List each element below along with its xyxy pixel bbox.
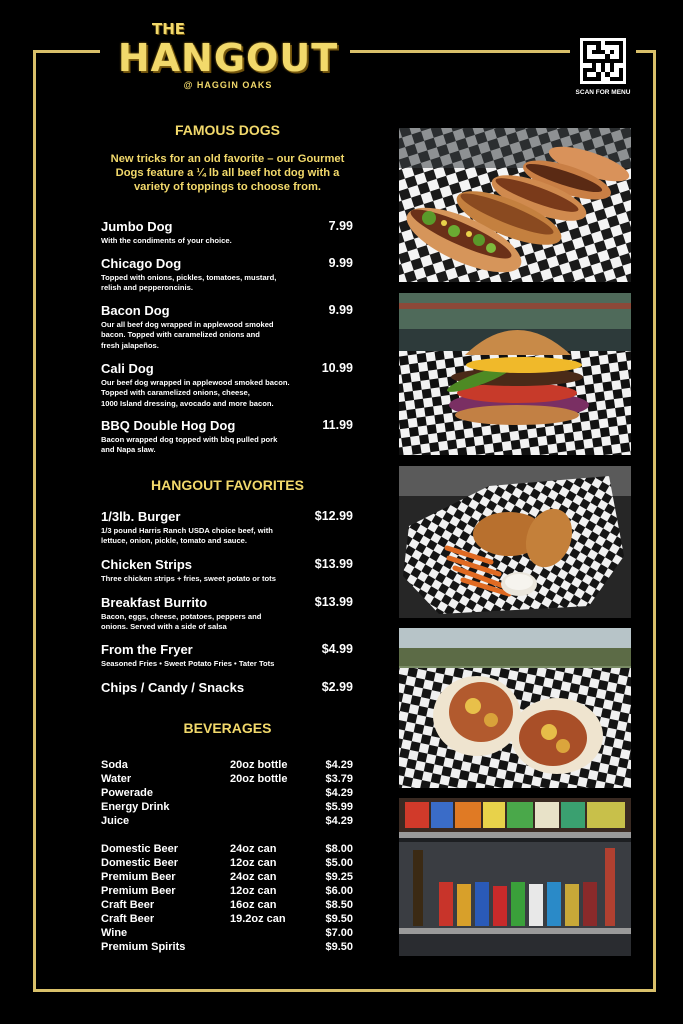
beverage-name: Powerade xyxy=(101,787,153,799)
beverage-name: Craft Beer xyxy=(101,899,155,911)
menu-item-price: 11.99 xyxy=(322,418,353,432)
menu-item xyxy=(101,361,353,409)
beverage-row xyxy=(101,940,353,954)
beverage-name: Wine xyxy=(101,927,128,939)
description-line: Seasoned Fries • Sweet Potato Fries • Tater Tots xyxy=(101,659,275,668)
menu-item-description xyxy=(101,526,353,547)
beverage-price: $9.25 xyxy=(325,871,353,883)
beverage-name: Soda xyxy=(101,759,128,771)
beverage-price: $4.29 xyxy=(325,815,353,827)
beverage-price: $9.50 xyxy=(325,913,353,925)
beverage-size: 20oz bottle xyxy=(230,773,288,785)
menu-item xyxy=(101,595,353,633)
beverage-row xyxy=(101,884,353,898)
menu-item-description xyxy=(101,435,353,456)
beverage-size: 12oz can xyxy=(230,857,277,869)
beverage-price: $4.29 xyxy=(325,787,353,799)
description-line: Our beef dog wrapped in applewood smoked bacon. xyxy=(101,378,290,387)
menu-item xyxy=(101,303,353,351)
beverage-name: Water xyxy=(101,773,132,785)
menu-item-name: From the Fryer xyxy=(101,642,193,657)
menu-item-price: 9.99 xyxy=(328,256,353,270)
menu-item-price: $2.99 xyxy=(321,680,353,694)
beverage-row xyxy=(101,926,353,940)
menu-item-description xyxy=(101,574,353,584)
description-line: relish and pepperoncinis. xyxy=(101,283,193,293)
description-line: Bacon wrapped dog topped with bbq pulled pork xyxy=(101,435,278,444)
beverage-row xyxy=(101,870,353,884)
beverage-price: $3.79 xyxy=(325,773,353,785)
beverage-name: Premium Beer xyxy=(101,885,176,897)
menu-item xyxy=(101,509,353,547)
beverage-price: $5.99 xyxy=(325,801,353,813)
menu-item-name: Breakfast Burrito xyxy=(101,595,208,610)
description-line: Bacon, eggs, cheese, potatoes, peppers and xyxy=(101,612,262,621)
menu-item xyxy=(101,219,353,246)
beverage-size: 24oz can xyxy=(230,843,277,855)
menu-item xyxy=(101,418,353,456)
menu-item-name: Chicago Dog xyxy=(101,256,182,271)
favorites-heading: HANGOUT FAVORITES xyxy=(151,477,304,493)
burger-photo xyxy=(399,293,631,455)
beverage-row xyxy=(101,856,353,870)
logo-title: HANGOUT xyxy=(117,36,339,80)
description-line: With the condiments of your choice. xyxy=(101,236,232,245)
beverage-row xyxy=(101,772,353,786)
description-line: onions. Served with a side of salsa xyxy=(101,622,227,632)
beverage-name: Energy Drink xyxy=(101,801,170,813)
menu-item-name: Jumbo Dog xyxy=(101,219,173,234)
menu-item-name: 1/3lb. Burger xyxy=(101,509,181,524)
menu-item xyxy=(101,557,353,584)
beverage-row xyxy=(101,800,353,814)
description-line: Topped with caramelized onions, cheese, xyxy=(101,388,250,398)
beverage-size: 16oz can xyxy=(230,899,277,911)
description-line: bacon. Topped with caramelized onions and xyxy=(101,330,260,340)
menu-item-name: Chicken Strips xyxy=(101,557,193,572)
menu-item-price: $13.99 xyxy=(314,595,353,609)
beverage-name: Domestic Beer xyxy=(101,857,179,869)
menu-item-price: $12.99 xyxy=(314,509,353,523)
beverage-price: $6.00 xyxy=(325,885,353,897)
beverage-price: $4.29 xyxy=(325,759,353,771)
beverage-row xyxy=(101,814,353,828)
menu-item-price: 10.99 xyxy=(321,361,353,375)
menu-item xyxy=(101,256,353,294)
menu-item-price: $13.99 xyxy=(314,557,353,571)
logo-subtitle: @ HAGGIN OAKS xyxy=(183,80,273,90)
beverage-size: 24oz can xyxy=(230,871,277,883)
menu-item-name: BBQ Double Hog Dog xyxy=(101,418,236,433)
hot-dogs-photo xyxy=(399,128,631,282)
famous-dogs-intro: New tricks for an old favorite – our Gourmet Dogs feature a ¼ lb all beef hot dog with a variety of toppings to choose from. xyxy=(110,153,345,193)
beverage-price: $8.00 xyxy=(325,843,353,855)
beverage-price: $5.00 xyxy=(325,857,353,869)
menu-item-price: 7.99 xyxy=(328,219,353,233)
menu-item-description xyxy=(101,612,353,633)
beverages-cooler-photo xyxy=(399,798,631,956)
description-line: and Napa slaw. xyxy=(101,445,156,455)
menu-item-name: Bacon Dog xyxy=(101,303,170,318)
beverage-price: $7.00 xyxy=(325,927,353,939)
description-line: 1/3 pound Harris Ranch USDA choice beef, with xyxy=(101,526,273,535)
beverage-name: Premium Spirits xyxy=(101,941,186,953)
description-line: lettuce, onion, pickle, tomato and sauce. xyxy=(101,536,247,546)
menu-item-name: Chips / Candy / Snacks xyxy=(101,680,245,695)
beverage-name: Craft Beer xyxy=(101,913,155,925)
beverage-size: 19.2oz can xyxy=(230,913,286,925)
menu-item-description xyxy=(101,659,353,669)
menu-item-price: $4.99 xyxy=(321,642,353,656)
chicken-strips-photo xyxy=(399,466,631,618)
qr-module xyxy=(619,77,623,81)
menu-item-name: Cali Dog xyxy=(101,361,154,376)
menu-item-description xyxy=(101,273,353,294)
description-line: Three chicken strips + fries, sweet potato or tots xyxy=(101,574,276,583)
beverage-name: Premium Beer xyxy=(101,871,176,883)
description-line: 1000 Island dressing, avocado and more bacon. xyxy=(101,398,274,408)
beverage-row xyxy=(101,786,353,800)
menu-item-description xyxy=(101,236,353,246)
description-line: Topped with onions, pickles, tomatoes, mustard, xyxy=(101,273,277,282)
beverage-name: Domestic Beer xyxy=(101,843,179,855)
famous-dogs-heading: FAMOUS DOGS xyxy=(174,122,280,138)
beverages-heading: BEVERAGES xyxy=(183,720,272,736)
description-line: Our all beef dog wrapped in applewood smoked xyxy=(101,320,274,329)
beverage-name: Juice xyxy=(101,815,130,827)
qr-caption: SCAN FOR MENU xyxy=(575,89,631,96)
beverage-row xyxy=(101,842,353,856)
beverage-size: 20oz bottle xyxy=(230,759,288,771)
beverage-row xyxy=(101,912,353,926)
beverage-price: $8.50 xyxy=(325,899,353,911)
logo-the: THE xyxy=(152,20,186,38)
menu-item-description xyxy=(101,320,353,351)
qr-code-icon[interactable] xyxy=(580,38,626,84)
menu-item xyxy=(101,680,353,696)
beverage-row xyxy=(101,758,353,772)
breakfast-burrito-photo xyxy=(399,628,631,788)
menu-item xyxy=(101,642,353,669)
menu-item-description xyxy=(101,378,353,409)
beverage-row xyxy=(101,898,353,912)
menu-item-price: 9.99 xyxy=(328,303,353,317)
hangout-logo xyxy=(110,20,346,92)
description-line: fresh jalapeños. xyxy=(101,340,159,350)
beverage-price: $9.50 xyxy=(325,941,353,953)
beverage-size: 12oz can xyxy=(230,885,277,897)
